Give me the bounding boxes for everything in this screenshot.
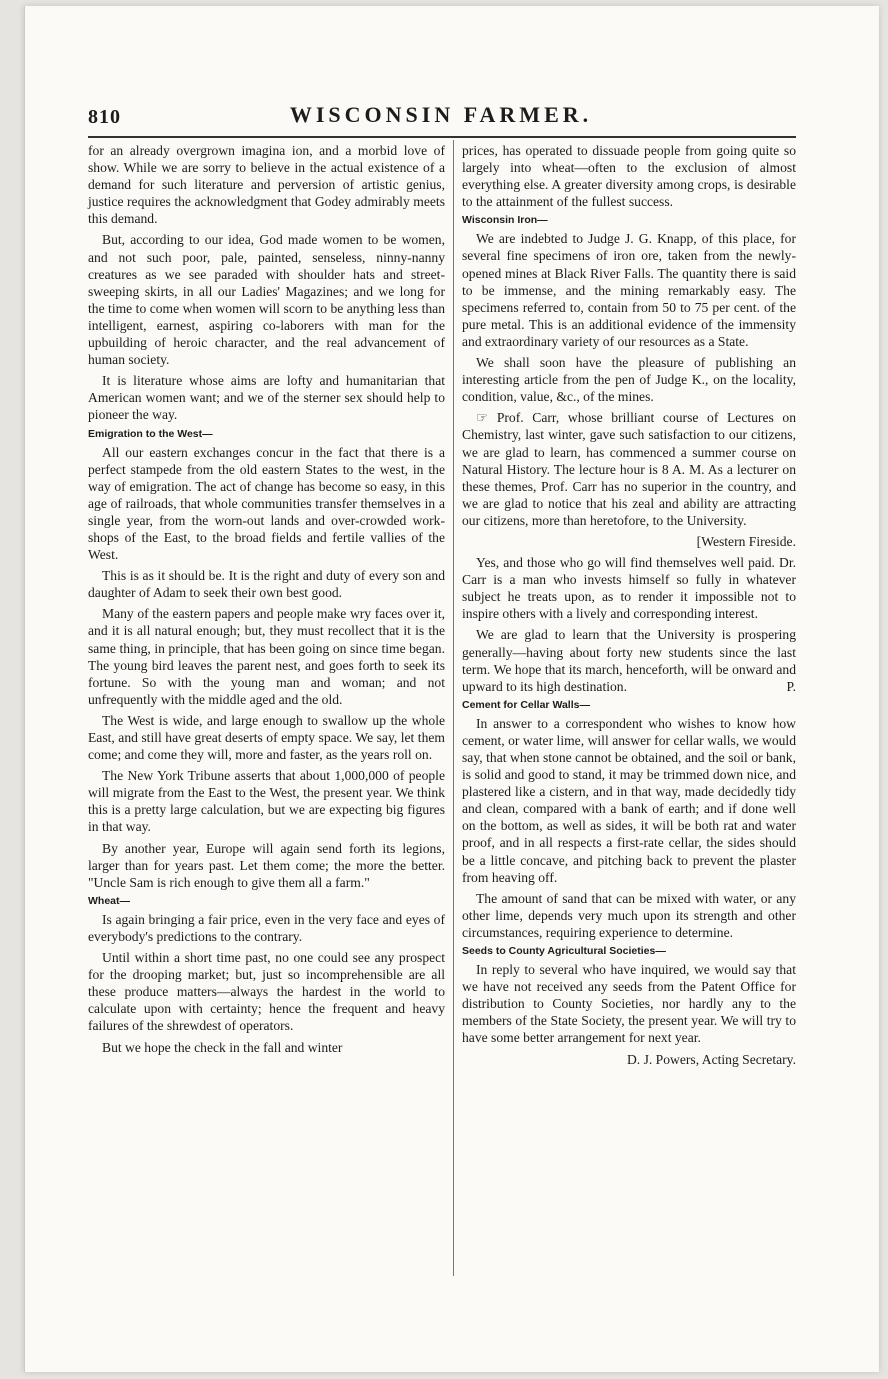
left-column: [88, 142, 445, 1060]
paragraph: Many of the eastern papers and people make wry faces over it, and it is all natural enough; but, they must recollect that it is the same thing, in principle, that has been going on since time began. The young bird leaves the parent nest, and goes forth to seek its fortune. So with the young man and woman; and not unfrequently with the middle aged and the old.: [88, 606, 445, 707]
paragraph: for an already overgrown imagina ion, and a morbid love of show. While we are sorry to believe in the actual existence of a demand for such literature and perversion of artistic genius, justice requires the acknowledgment that Godey admirably meets this demand.: [88, 143, 445, 227]
paragraph: Is again bringing a fair price, even in the very face and eyes of everybody's predictions to the contrary.: [88, 911, 445, 944]
paragraph: It is literature whose aims are lofty and humanitarian that American women want; and we of the sterner sex should help to pioneer the way.: [88, 373, 445, 423]
paragraph: Until within a short time past, no one could see any prospect for the drooping market; but, just so incomprehensible are all these produce matters—always the hardest in the world to calculate upon with certainty; hence the frequent and heavy failures of the shrewdest of operators.: [88, 950, 445, 1034]
section-heading-emigration: Emigration to the West—: [88, 427, 213, 440]
paragraph: We are indebted to Judge J. G. Knapp, of this place, for several fine specimens of iron ore, taken from the newly-opened mines at Black River Falls. The quantity there is said to be immense, and the mining remarkably easy. The specimens referred to, contain from 50 to 75 per cent. of the pure metal. This is an additional evidence of the immensity and extraordinary variety of our resources as a State.: [462, 231, 796, 349]
paragraph: In answer to a correspondent who wishes to know how cement, or water lime, will answer for cellar walls, we would say, that when stone cannot be obtained, and the soil or bank, is solid and good to stand, it may be trimmed down nice, and plastered like a cistern, and in that way, made decidedly tidy and clean, compared with a bank of earth; and if done well on the bottom, as well as sides, it will be both rat and water proof, and in all respects a first-rate cellar, the sides should be a little concave, and pitching back to prevent the plaster from heaving off.: [462, 715, 796, 885]
page-header: [88, 96, 794, 136]
paragraph: But, according to our idea, God made women to be women, and not such poor, pale, painted, senseless, ninny-nanny creatures as we see paraded with shoulder hats and street-sweeping skirts, in all our Ladies' Magazines; and we long for the time to come when women will scorn to be anything less than intelligent, earnest, aspiring co-laborers with man for the upbuilding of heroic character, and the real advancement of human society.: [88, 232, 445, 368]
paragraph: [462, 626, 796, 694]
page-number: 810: [88, 106, 121, 128]
paragraph: This is as it should be. It is the right and duty of every son and daughter of Adam to seek their own best good.: [88, 568, 445, 601]
signature: D. J. Powers, Acting Secretary.: [626, 1051, 796, 1067]
author-initial: P.: [786, 678, 796, 694]
masthead-title: WISCONSIN FARMER.: [289, 102, 593, 127]
section-heading-wheat: Wheat—: [88, 894, 130, 907]
source-credit: [Western Fireside.: [696, 533, 796, 549]
paragraph: All our eastern exchanges concur in the fact that there is a perfect stampede from the old eastern States to the west, in the way of emigration. The act of change has become so easy, in this age of railroads, that whole communities transfer themselves in a single year, from the worn-out lands and over-crowded work-shops of the East, to the broad fields and fertile vallies of the West.: [88, 444, 445, 563]
paragraph-text: We are glad to learn that the University is prospering generally—having about forty new students since the last term. We hope that its march, henceforth, will be onward and upward to its high destination.: [462, 627, 796, 694]
paragraph: [462, 409, 796, 529]
paragraph: By another year, Europe will again send forth its legions, larger than for years past. Let them come; the more the better. "Uncle Sam is rich enough to give them all a farm.": [88, 840, 445, 890]
section-heading-seeds: Seeds to County Agricultural Societies—: [462, 945, 666, 958]
right-column: [462, 142, 796, 1072]
pointing-hand-icon: ☞: [476, 410, 489, 426]
paragraph: In reply to several who have inquired, we would say that we have not received any seeds from the Patent Office for distribution to County Societies, nor hardly any to the members of the State Society, the present year. We will try to have some better arrangement for next year.: [462, 962, 796, 1046]
section-heading-iron: Wisconsin Iron—: [462, 214, 548, 227]
paragraph: prices, has operated to dissuade people from going quite so largely into wheat—often to the exclusion of almost everything else. A greater diversity among crops, is desirable to the attainment of the fullest success.: [462, 143, 796, 210]
paragraph: The West is wide, and large enough to swallow up the whole East, and still have great deserts of empty space. We say, let them come; and come they will, more and faster, as the years roll on.: [88, 712, 445, 763]
header-rule: [88, 136, 796, 138]
paragraph: The amount of sand that can be mixed with water, or any other lime, depends very much upon its strength and other circumstances, requiring experience to determine.: [462, 890, 796, 940]
paragraph: But we hope the check in the fall and winter: [102, 1039, 343, 1055]
column-divider: [453, 140, 454, 1276]
paragraph: Yes, and those who go will find themselves well paid. Dr. Carr is a man who invests himself so fully in whatever subject he treats upon, as to render it impossible not to inspire others with a lively and corresponding interest.: [462, 555, 796, 622]
section-heading-cement: Cement for Cellar Walls—: [462, 698, 590, 711]
paragraph-text: Prof. Carr, whose brilliant course of Lectures on Chemistry, last winter, gave such satisfaction to our citizens, we are glad to learn, has commenced a summer course on Natural History. The lecture hour is 8 A. M. As a lecturer on these themes, Prof. Carr has no superior in the country, and we are glad to notice that his zeal and ability are attracting our citizens, more than heretofore, to the University.: [462, 410, 796, 528]
paragraph: The New York Tribune asserts that about 1,000,000 of people will migrate from the East to the West, the present year. We think this is a pretty large calculation, but we are expecting big figures in that way.: [88, 768, 445, 835]
paragraph: We shall soon have the pleasure of publishing an interesting article from the pen of Judge K., on the locality, condition, value, &c., of the mines.: [462, 355, 796, 405]
